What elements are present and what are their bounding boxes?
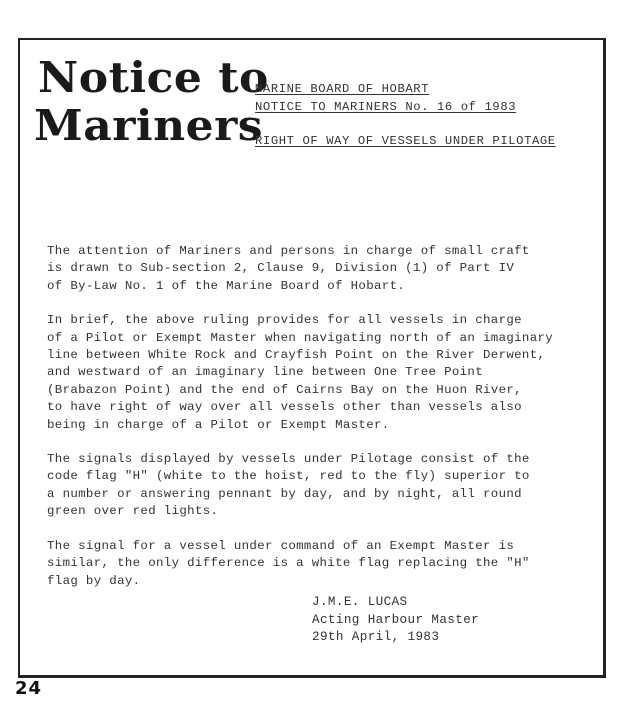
text-line: code flag "H" (white to the hoist, red to the fly) superior to bbox=[47, 469, 530, 484]
notice-heading bbox=[255, 80, 556, 150]
authority-heading: MARINE BOARD OF HOBART bbox=[255, 82, 430, 96]
text-line: is drawn to Sub-section 2, Clause 9, Division (1) of Part IV bbox=[47, 261, 515, 276]
text-line: The attention of Mariners and persons in charge of small craft bbox=[47, 244, 530, 258]
signature-block bbox=[312, 594, 479, 647]
masthead-line-2: Mariners bbox=[34, 102, 264, 151]
text-line: flag by day. bbox=[47, 573, 141, 588]
signature-date: 29th April, 1983 bbox=[312, 630, 440, 644]
paragraph-4 bbox=[47, 538, 597, 590]
text-line: of a Pilot or Exempt Master when navigating north of an imaginary bbox=[47, 330, 554, 345]
masthead-logo bbox=[34, 54, 269, 156]
text-line: to have right of way over all vessels other than vessels also bbox=[47, 400, 522, 415]
text-line: In brief, the above ruling provides for all vessels in charge bbox=[47, 313, 522, 328]
page-number: 24 bbox=[15, 678, 43, 699]
notice-number-heading: NOTICE TO MARINERS No. 16 of 1983 bbox=[255, 100, 517, 114]
paragraph-1 bbox=[47, 243, 597, 295]
text-line: being in charge of a Pilot or Exempt Master. bbox=[47, 417, 390, 432]
text-line: a number or answering pennant by day, and by night, all round bbox=[47, 486, 522, 501]
subject-heading: RIGHT OF WAY OF VESSELS UNDER PILOTAGE bbox=[255, 134, 556, 148]
text-line: of By-Law No. 1 of the Marine Board of Hobart. bbox=[47, 278, 406, 293]
signatory-title: Acting Harbour Master bbox=[312, 612, 480, 627]
paragraph-2 bbox=[47, 312, 597, 434]
text-line: and westward of an imaginary line between One Tree Point bbox=[47, 365, 483, 380]
text-line: green over red lights. bbox=[47, 504, 219, 519]
text-line: The signals displayed by vessels under Pilotage consist of the bbox=[47, 452, 530, 467]
text-line: The signal for a vessel under command of an Exempt Master is bbox=[47, 538, 515, 553]
text-line: similar, the only difference is a white flag replacing the "H" bbox=[47, 556, 530, 571]
signatory-name: J.M.E. LUCAS bbox=[312, 595, 408, 609]
masthead-line-1: Notice to bbox=[38, 54, 269, 103]
text-line: line between White Rock and Crayfish Point on the River Derwent, bbox=[47, 348, 546, 363]
text-line: (Brabazon Point) and the end of Cairns Bay on the Huon River, bbox=[47, 382, 522, 397]
notice-body bbox=[47, 243, 597, 607]
paragraph-3 bbox=[47, 451, 597, 521]
